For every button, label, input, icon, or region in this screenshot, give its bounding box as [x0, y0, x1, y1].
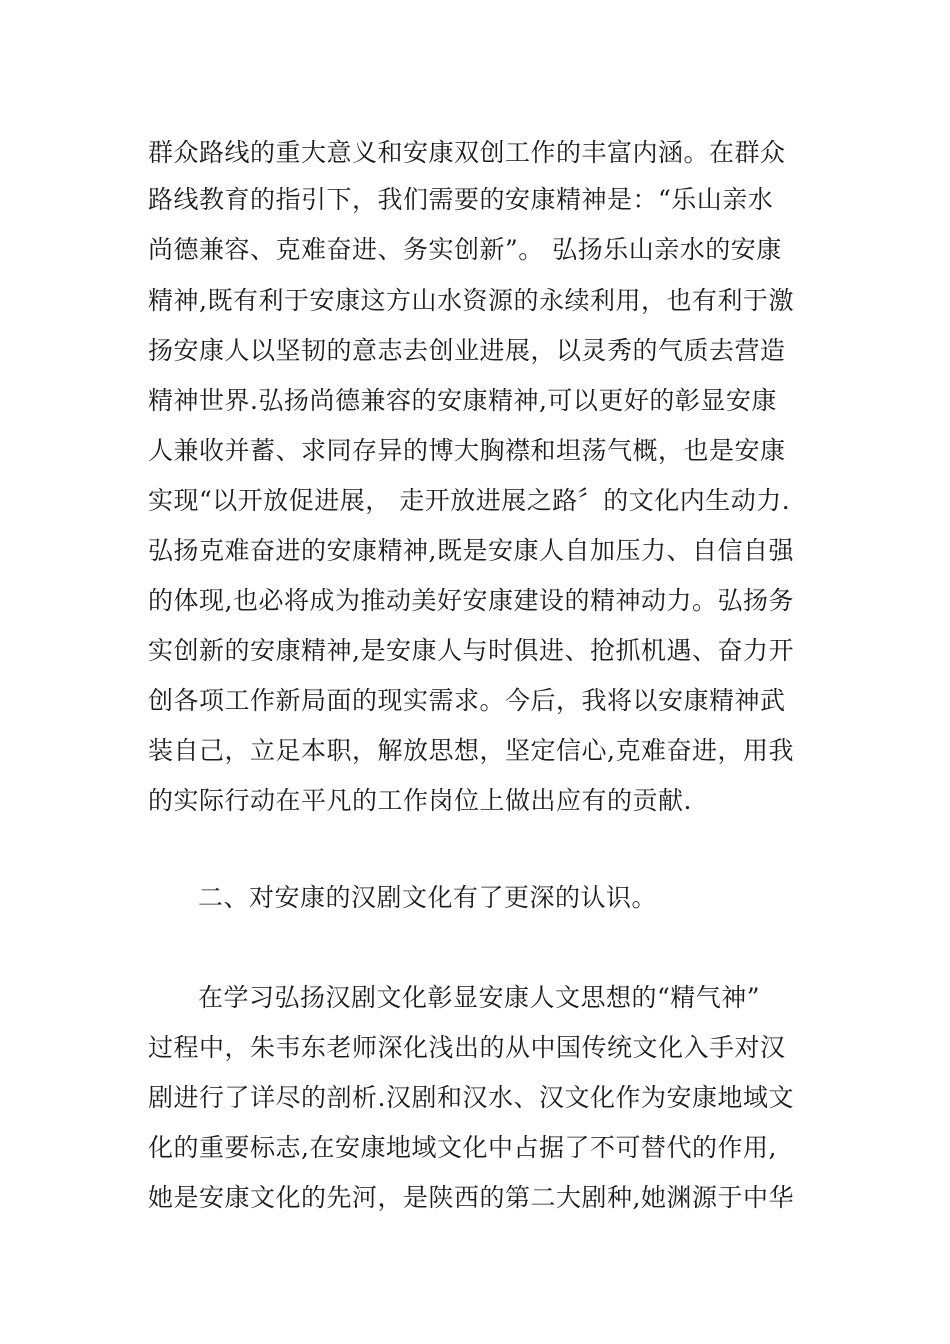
paragraph-line: 群众路线的重大意义和安康双创工作的丰富内涵。在群众 [148, 138, 786, 167]
paragraph-line: 化的重要标志,在安康地域文化中占据了不可替代的作用, [148, 1133, 777, 1162]
paragraph-line: 装自己，立足本职，解放思想，坚定信心,克难奋进，用我 [148, 736, 794, 765]
paragraph-line: 人兼收并蓄、求同存异的博大胸襟和坦荡气概，也是安康 [148, 436, 786, 465]
paragraph-line: 尚德兼容、克难奋进、务实创新”。 弘扬乐山亲水的安康 [148, 235, 782, 264]
paragraph-line: 的体现,也必将成为推动美好安康建设的精神动力。弘扬务 [148, 586, 794, 615]
paragraph-line: 弘扬克难奋进的安康精神,既是安康人自加压力、自信自强 [148, 536, 794, 565]
paragraph-line: 精神,既有利于安康这方山水资源的永续利用，也有利于激 [148, 286, 794, 315]
paragraph-line: 扬安康人以坚韧的意志去创业进展，以灵秀的气质去营造 [148, 336, 786, 365]
paragraph-line: 过程中，朱韦东老师深化浅出的从中国传统文化入手对汉 [148, 1033, 786, 1062]
paragraph-line: 她是安康文化的先河，是陕西的第二大剧种,她渊源于中华 [148, 1183, 794, 1212]
paragraph-line: 路线教育的指引下，我们需要的安康精神是：“乐山亲水 [148, 185, 774, 214]
paragraph-line: 精神世界.弘扬尚德兼容的安康精神,可以更好的彰显安康 [148, 386, 777, 415]
paragraph-line: 创各项工作新局面的现实需求。今后，我将以安康精神武 [148, 686, 786, 715]
paragraph-line: 剧进行了详尽的剖析.汉剧和汉水、汉文化作为安康地域文 [148, 1083, 794, 1112]
paragraph-line: 的实际行动在平凡的工作岗位上做出应有的贡献. [148, 786, 692, 815]
paragraph-line: 实现“以开放促进展， 走开放进展之路〞的文化内生动力. [148, 486, 791, 515]
paragraph-line: 实创新的安康精神,是安康人与时俱进、抢抓机遇、奋力开 [148, 636, 794, 665]
paragraph-line: 在学习弘扬汉剧文化彰显安康人文思想的“精气神” [198, 983, 761, 1012]
section-heading: 二、对安康的汉剧文化有了更深的认识。 [198, 883, 658, 912]
